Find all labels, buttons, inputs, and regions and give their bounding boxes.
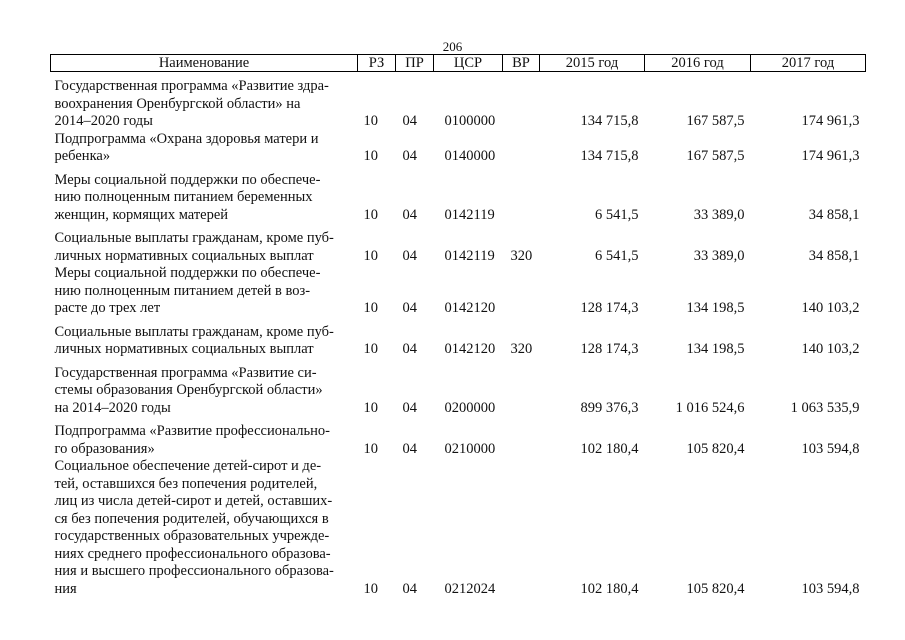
row-csr: 0142120 xyxy=(444,300,496,316)
row-2015: 128 174,3 xyxy=(580,300,639,316)
row-2016: 105 820,4 xyxy=(686,440,745,457)
row-2015: 102 180,4 xyxy=(580,440,639,457)
row-rz: 10 xyxy=(363,247,378,264)
header-csr: ЦСР xyxy=(434,55,503,72)
row-name: Меры социальной поддержки по обеспече- нию полноценным питанием беременных женщин, кормящих матерей xyxy=(54,171,321,223)
row-vr xyxy=(503,417,540,458)
table-row xyxy=(51,458,866,598)
row-2016: 105 820,4 xyxy=(686,580,745,597)
row-2016: 134 198,5 xyxy=(686,300,745,316)
row-2015: 6 541,5 xyxy=(595,247,639,264)
row-csr: 0142120 xyxy=(444,341,496,357)
row-csr: 0212024 xyxy=(444,580,496,597)
row-name: Государственная программа «Развитие си- стемы образования Оренбургской области» на 2014–2020 годы xyxy=(54,364,323,416)
row-pr: 04 xyxy=(402,580,417,597)
row-csr: 0142119 xyxy=(444,247,495,264)
row-2016: 134 198,5 xyxy=(686,341,745,357)
row-2016: 167 587,5 xyxy=(686,113,745,129)
row-vr xyxy=(503,72,540,131)
header-2016: 2016 год xyxy=(645,55,751,72)
page-number: 206 xyxy=(442,39,463,54)
row-rz: 10 xyxy=(363,399,378,416)
row-name: Подпрограмма «Охрана здоровья матери и ребенка» xyxy=(54,130,319,164)
row-vr xyxy=(503,166,540,225)
row-name: Государственная программа «Развитие здра- воохранения Оренбургской области» на 2014–2020 годы xyxy=(54,78,329,129)
row-pr: 04 xyxy=(402,300,417,316)
row-2016: 167 587,5 xyxy=(686,148,745,164)
row-pr: 04 xyxy=(402,247,417,264)
table-row xyxy=(51,166,866,225)
table-row xyxy=(51,72,866,131)
row-name: Социальные выплаты гражданам, кроме пуб- личных нормативных социальных выплат xyxy=(54,230,334,264)
row-rz: 10 xyxy=(363,300,378,316)
table-row xyxy=(51,359,866,418)
row-2016: 1 016 524,6 xyxy=(675,399,745,416)
row-2015: 102 180,4 xyxy=(580,580,639,597)
row-rz: 10 xyxy=(363,440,378,457)
row-2015: 128 174,3 xyxy=(580,341,639,357)
row-rz: 10 xyxy=(363,148,378,164)
header-name: Наименование xyxy=(51,55,358,72)
row-2015: 6 541,5 xyxy=(595,206,639,223)
table-header-row xyxy=(51,55,866,72)
row-vr: 320 xyxy=(510,247,533,264)
header-pr: ПР xyxy=(396,55,434,72)
row-2015: 899 376,3 xyxy=(580,399,639,416)
row-2017: 140 103,2 xyxy=(801,300,860,316)
row-pr: 04 xyxy=(402,148,417,164)
row-rz: 10 xyxy=(363,113,378,129)
row-pr: 04 xyxy=(402,341,417,357)
row-vr xyxy=(503,265,540,318)
row-name: Социальные выплаты гражданам, кроме пуб- личных нормативных социальных выплат xyxy=(54,323,334,357)
row-vr: 320 xyxy=(510,341,533,357)
row-csr: 0210000 xyxy=(444,440,496,457)
row-2017: 174 961,3 xyxy=(801,113,860,129)
budget-table-container xyxy=(50,54,865,598)
row-pr: 04 xyxy=(402,440,417,457)
table-row xyxy=(51,417,866,458)
header-rz: РЗ xyxy=(358,55,396,72)
row-name: Подпрограмма «Развитие профессионально- го образования» xyxy=(54,423,330,457)
table-row xyxy=(51,318,866,359)
row-rz: 10 xyxy=(363,580,378,597)
row-csr: 0142119 xyxy=(444,206,495,223)
row-2017: 103 594,8 xyxy=(801,580,860,597)
row-pr: 04 xyxy=(402,113,417,129)
row-rz: 10 xyxy=(363,206,378,223)
row-csr: 0100000 xyxy=(444,113,496,129)
row-2015: 134 715,8 xyxy=(580,148,639,164)
row-2017: 1 063 535,9 xyxy=(790,399,860,416)
row-2016: 33 389,0 xyxy=(693,247,745,264)
row-2017: 34 858,1 xyxy=(808,206,860,223)
row-name: Социальное обеспечение детей-сирот и де- тей, оставшихся без попечения родителей, лиц из числа детей-сирот и детей, оставших- ся без попечения родителей, обучающихся в государственных образовательных учрежде- ниях среднего профессионального образова- ния и высшего профессионального образова- ния xyxy=(54,458,334,597)
table-row xyxy=(51,224,866,265)
table-row xyxy=(51,265,866,318)
header-vr: ВР xyxy=(503,55,540,72)
row-csr: 0200000 xyxy=(444,399,496,416)
row-name: Меры социальной поддержки по обеспече- нию полноценным питанием детей в воз- расте до трех лет xyxy=(54,265,321,316)
budget-table xyxy=(50,54,866,598)
row-pr: 04 xyxy=(402,399,417,416)
row-2017: 103 594,8 xyxy=(801,440,860,457)
row-vr xyxy=(503,359,540,418)
row-2016: 33 389,0 xyxy=(693,206,745,223)
header-2017: 2017 год xyxy=(751,55,866,72)
row-rz: 10 xyxy=(363,341,378,357)
row-2017: 140 103,2 xyxy=(801,341,860,357)
row-2015: 134 715,8 xyxy=(580,113,639,129)
row-vr xyxy=(503,131,540,166)
table-row xyxy=(51,131,866,166)
header-2015: 2015 год xyxy=(540,55,645,72)
row-vr xyxy=(503,458,540,598)
row-csr: 0140000 xyxy=(444,148,496,164)
row-2017: 34 858,1 xyxy=(808,247,860,264)
row-pr: 04 xyxy=(402,206,417,223)
row-2017: 174 961,3 xyxy=(801,148,860,164)
